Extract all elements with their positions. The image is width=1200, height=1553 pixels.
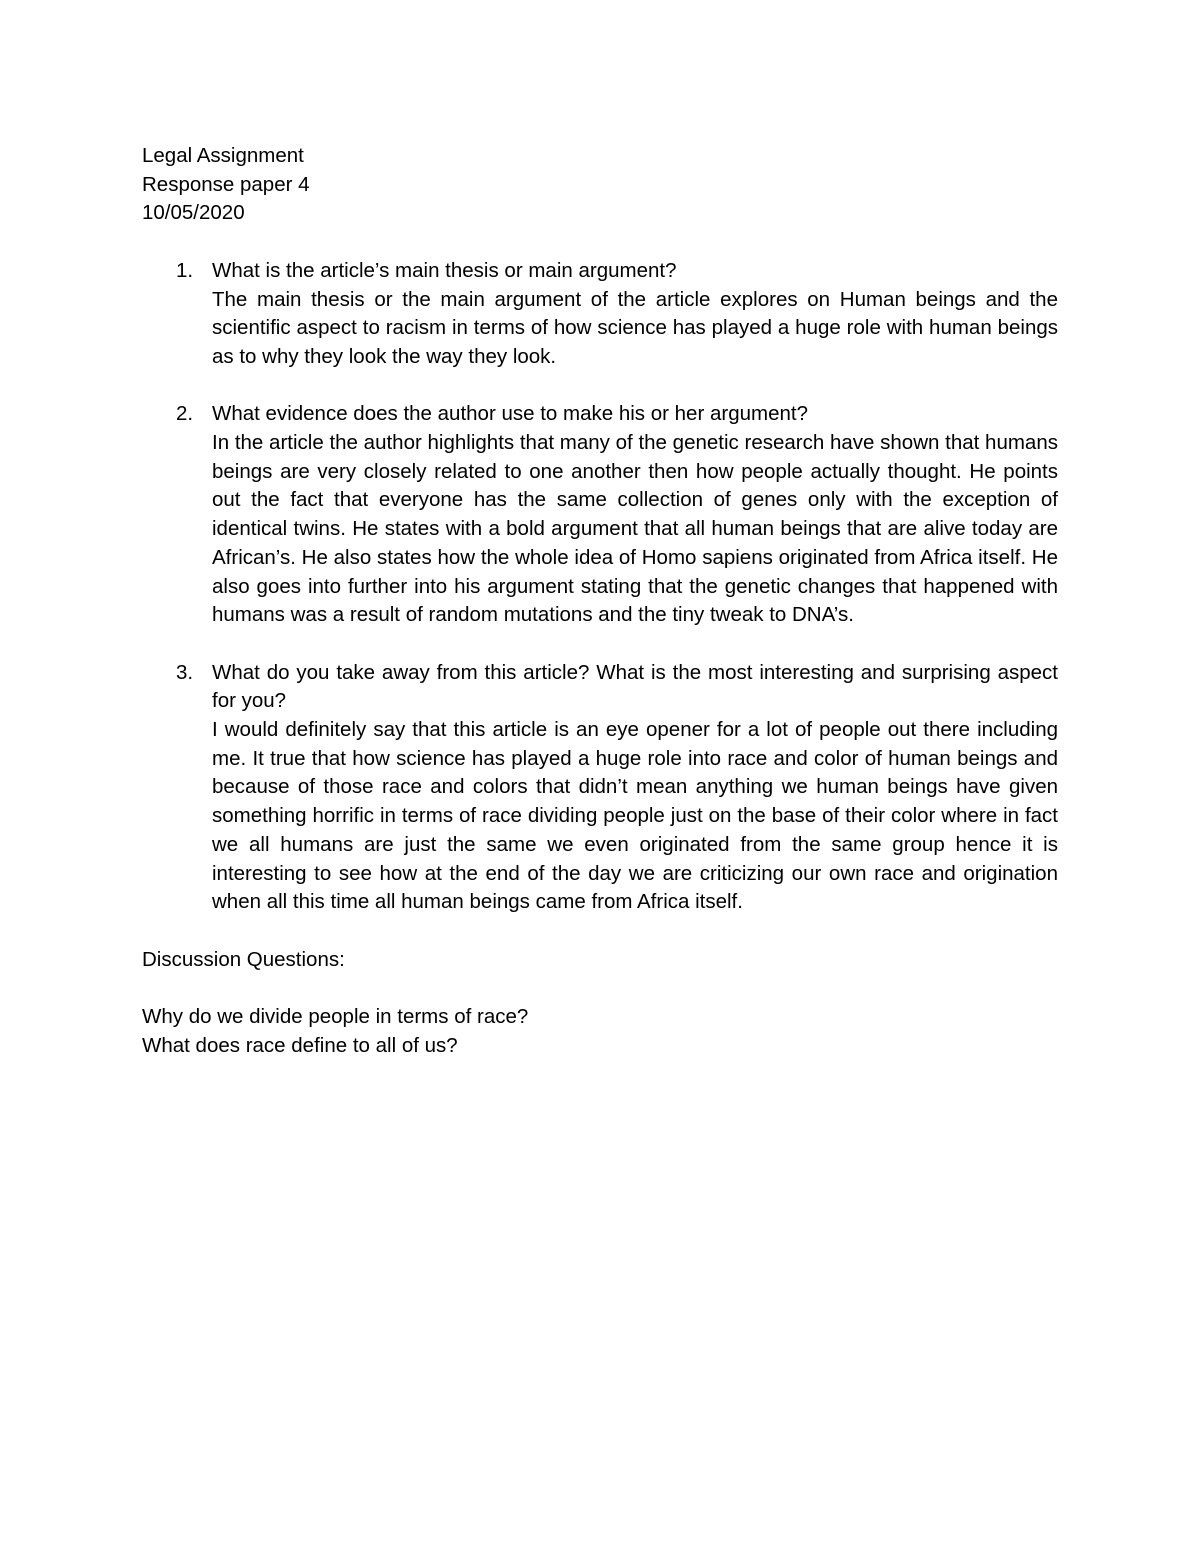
- question-number: 1.: [176, 258, 194, 282]
- discussion-question: Why do we divide people in terms of race?: [142, 1005, 529, 1029]
- course-title: Legal Assignment: [142, 144, 304, 167]
- answer-text: I would definitely say that this article is an eye opener for a lot of people out there including me. It true that how science has played a huge role into race and color of human beings and because of those race and colors that didn’t mean anything we human beings have given something horrific in terms of race dividing people just on the base of their color where in fact we all humans are just the same we even originated from the same group hence it is interesting to see how at the end of the day we are criticizing our own race and origination when all this time all human beings came from Africa itself.: [212, 718, 1058, 914]
- question-number: 2.: [176, 402, 194, 426]
- question-item: [142, 257, 1058, 372]
- question-text: What evidence does the author use to make his or her argument?: [212, 402, 808, 426]
- document-body: [142, 142, 1058, 1060]
- discussion-question: What does race define to all of us?: [142, 1033, 458, 1057]
- question-text: What is the article’s main thesis or main argument?: [212, 258, 677, 282]
- document-date: 10/05/2020: [142, 201, 245, 225]
- question-item: [142, 659, 1058, 917]
- discussion-section: [142, 946, 1058, 1061]
- paper-title: Response paper 4: [142, 172, 310, 196]
- answer-text: The main thesis or the main argument of the article explores on Human beings and the scientific aspect to racism in terms of how science has played a huge role with human beings as to why they look the way they look.: [212, 287, 1058, 368]
- question-item: [142, 400, 1058, 630]
- document-header: [142, 142, 1058, 228]
- question-number: 3.: [176, 660, 194, 684]
- question-text: What do you take away from this article? What is the most interesting and surprising aspect for you?: [212, 660, 1058, 713]
- question-list: [142, 257, 1058, 917]
- answer-text: In the article the author highlights that many of the genetic research have shown that humans beings are very closely related to one another then how people actually thought. He points out the fact that everyone has the same collection of genes only with the exception of identical twins. He states with a bold argument that all human beings that are alive today are African’s. He also states how the whole idea of Homo sapiens originated from Africa itself. He also goes into further into his argument stating that the genetic changes that happened with humans was a result of random mutations and the tiny tweak to DNA’s.: [212, 431, 1058, 627]
- discussion-title: Discussion Questions:: [142, 947, 345, 971]
